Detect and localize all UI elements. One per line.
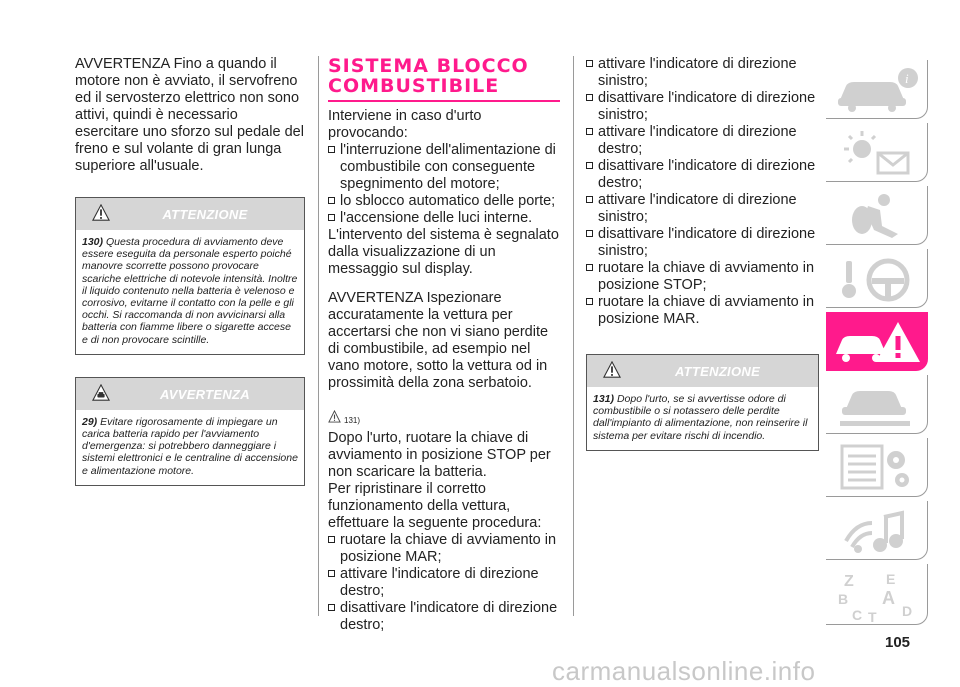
list-item: l'accensione delle luci interne.: [328, 210, 560, 227]
warning-box-text: [76, 410, 304, 485]
attention-box-title: ATTENZIONE: [162, 207, 248, 222]
list-item: disattivare l'indicatore di direzione destro;: [586, 158, 819, 192]
list-item: attivare l'indicatore di direzione sinistro;: [586, 56, 819, 90]
intro-text: Interviene in caso d'urto provocando:: [328, 108, 482, 141]
column-divider: [318, 56, 319, 616]
procedure-list: [328, 532, 560, 634]
body-paragraph: Per ripristinare il corretto funzionamento della vettura, effettuare la seguente procedura:: [328, 481, 542, 531]
note-number: 131): [593, 393, 615, 405]
warning-paragraph: AVVERTENZA Ispezionare accuratamente la vettura per accertarsi che non vi siano perdite di combustibile, ad esempio nel vano motore, sotto la vettura od in prossimità della zona serbatoio.: [328, 290, 549, 391]
column-right: [586, 56, 819, 451]
section-title-line1: SISTEMA BLOCCO: [328, 55, 529, 77]
attention-box-title: ATTENZIONE: [674, 364, 761, 379]
section-title-rule: [328, 100, 560, 102]
attention-box: [75, 197, 305, 355]
watermark: carmanualsonline.info: [552, 656, 816, 686]
tab-maintenance[interactable]: [826, 375, 928, 434]
column-middle: [328, 56, 560, 634]
attention-box: [586, 354, 819, 451]
index-letter: E: [886, 571, 896, 587]
note-text: Questa procedura di avviamento deve essere eseguita da personale esperto poiché manovre scorrette possono provocare scariche elettriche di notevole intensità. Inoltre il liquido contenuto nella batteria è velenoso e corrosivo, evitarne il contatto con la pelle e gli occhi. Si raccomanda di non avvicinarsi alla batteria con fiamme libere o sigarette accese e di non provocare scintille.: [82, 236, 298, 346]
car-lift-icon: [832, 379, 922, 429]
list-item: disattivare l'indicatore di direzione sinistro;: [586, 226, 819, 260]
section-title-line2: COMBUSTIBILE: [328, 75, 500, 97]
tab-safety[interactable]: [826, 186, 928, 245]
tab-starting-driving[interactable]: [826, 249, 928, 308]
list-item: ruotare la chiave di avviamento in posizione MAR.: [586, 294, 819, 328]
note-paragraph: AVVERTENZA Fino a quando il motore non è avviato, il servofreno ed il servosterzo elettrico non sono attivi, quindi è necessario esercitare uno sforzo sul pedale del freno e sul volante di gran lunga superiore all'usuale.: [75, 56, 304, 174]
reference-number: 131): [344, 416, 361, 425]
list-item: disattivare l'indicatore di direzione sinistro;: [586, 90, 819, 124]
tab-emergency[interactable]: [826, 312, 928, 371]
attention-box-text: [587, 387, 818, 450]
list-item: lo sblocco automatico delle porte;: [328, 193, 560, 210]
list-item: l'interruzione dell'alimentazione di combustibile con conseguente spegnimento del motore;: [328, 142, 560, 193]
tab-lights-messages[interactable]: [826, 123, 928, 182]
reference-marker: [328, 410, 560, 430]
warning-box: [75, 377, 305, 486]
emergency-car-icon: [832, 316, 922, 366]
attention-box-header: [76, 198, 304, 230]
index-letter: D: [902, 603, 913, 619]
note-text: Dopo l'urto, se si avvertisse odore di combustibile o si notassero delle perdite dall'impianto di alimentazione, non reinserire il sistema per evitare rischi di incendio.: [593, 393, 808, 442]
body-paragraph: Dopo l'urto, ruotare la chiave di avviamento in posizione STOP per non scaricare la batteria.: [328, 430, 551, 480]
page-number: 105: [885, 634, 911, 651]
multimedia-icon: [832, 505, 922, 555]
tab-alphabetical-index[interactable]: [826, 564, 928, 625]
list-item: attivare l'indicatore di direzione destro;: [328, 566, 560, 600]
note-number: 130): [82, 236, 104, 248]
attention-box-text: [76, 230, 304, 354]
list-item: ruotare la chiave di avviamento in posizione STOP;: [586, 260, 819, 294]
list-item: disattivare l'indicatore di direzione destro;: [328, 600, 560, 634]
section-title: [328, 56, 560, 96]
column-divider: [573, 56, 574, 616]
effects-list: [328, 142, 560, 227]
tab-multimedia[interactable]: [826, 501, 928, 560]
warning-box-title: AVVERTENZA: [160, 386, 250, 402]
list-item: ruotare la chiave di avviamento in posizione MAR;: [328, 532, 560, 566]
spec-sheet-gears-icon: [832, 442, 922, 492]
index-letter: A: [882, 588, 895, 608]
attention-box-header: [587, 355, 818, 387]
airbag-seat-icon: [832, 190, 922, 240]
note-number: 29): [82, 415, 98, 428]
warning-box-header: [76, 378, 304, 410]
tab-car-info[interactable]: [826, 60, 928, 119]
alphabet-index-icon: [832, 568, 922, 624]
procedure-list-continued: [586, 56, 819, 328]
index-letter: Z: [844, 573, 854, 590]
chapter-index: [826, 60, 928, 629]
list-item: attivare l'indicatore di direzione destro;: [586, 124, 819, 158]
note-text: Evitare rigorosamente di impiegare un carica batteria rapido per l'avviamento d'emergenza: si potrebbero danneggiare i sistemi elettronici e le centraline di accensione e alimentazione motore.: [82, 415, 298, 477]
lights-message-icon: [832, 127, 922, 177]
list-item: attivare l'indicatore di direzione sinistro;: [586, 192, 819, 226]
index-letter: T: [868, 609, 877, 624]
index-letter: C: [852, 607, 863, 623]
column-left: [75, 56, 305, 486]
tab-technical-data[interactable]: [826, 438, 928, 497]
body-paragraph: L'intervento del sistema è segnalato dalla visualizzazione di un messaggio sul display.: [328, 227, 559, 277]
svg-text:i: i: [905, 71, 909, 86]
steering-key-icon: [832, 253, 922, 303]
index-letter: B: [838, 591, 849, 607]
small-warning-icon: [328, 410, 341, 423]
car-info-icon: [832, 64, 922, 114]
